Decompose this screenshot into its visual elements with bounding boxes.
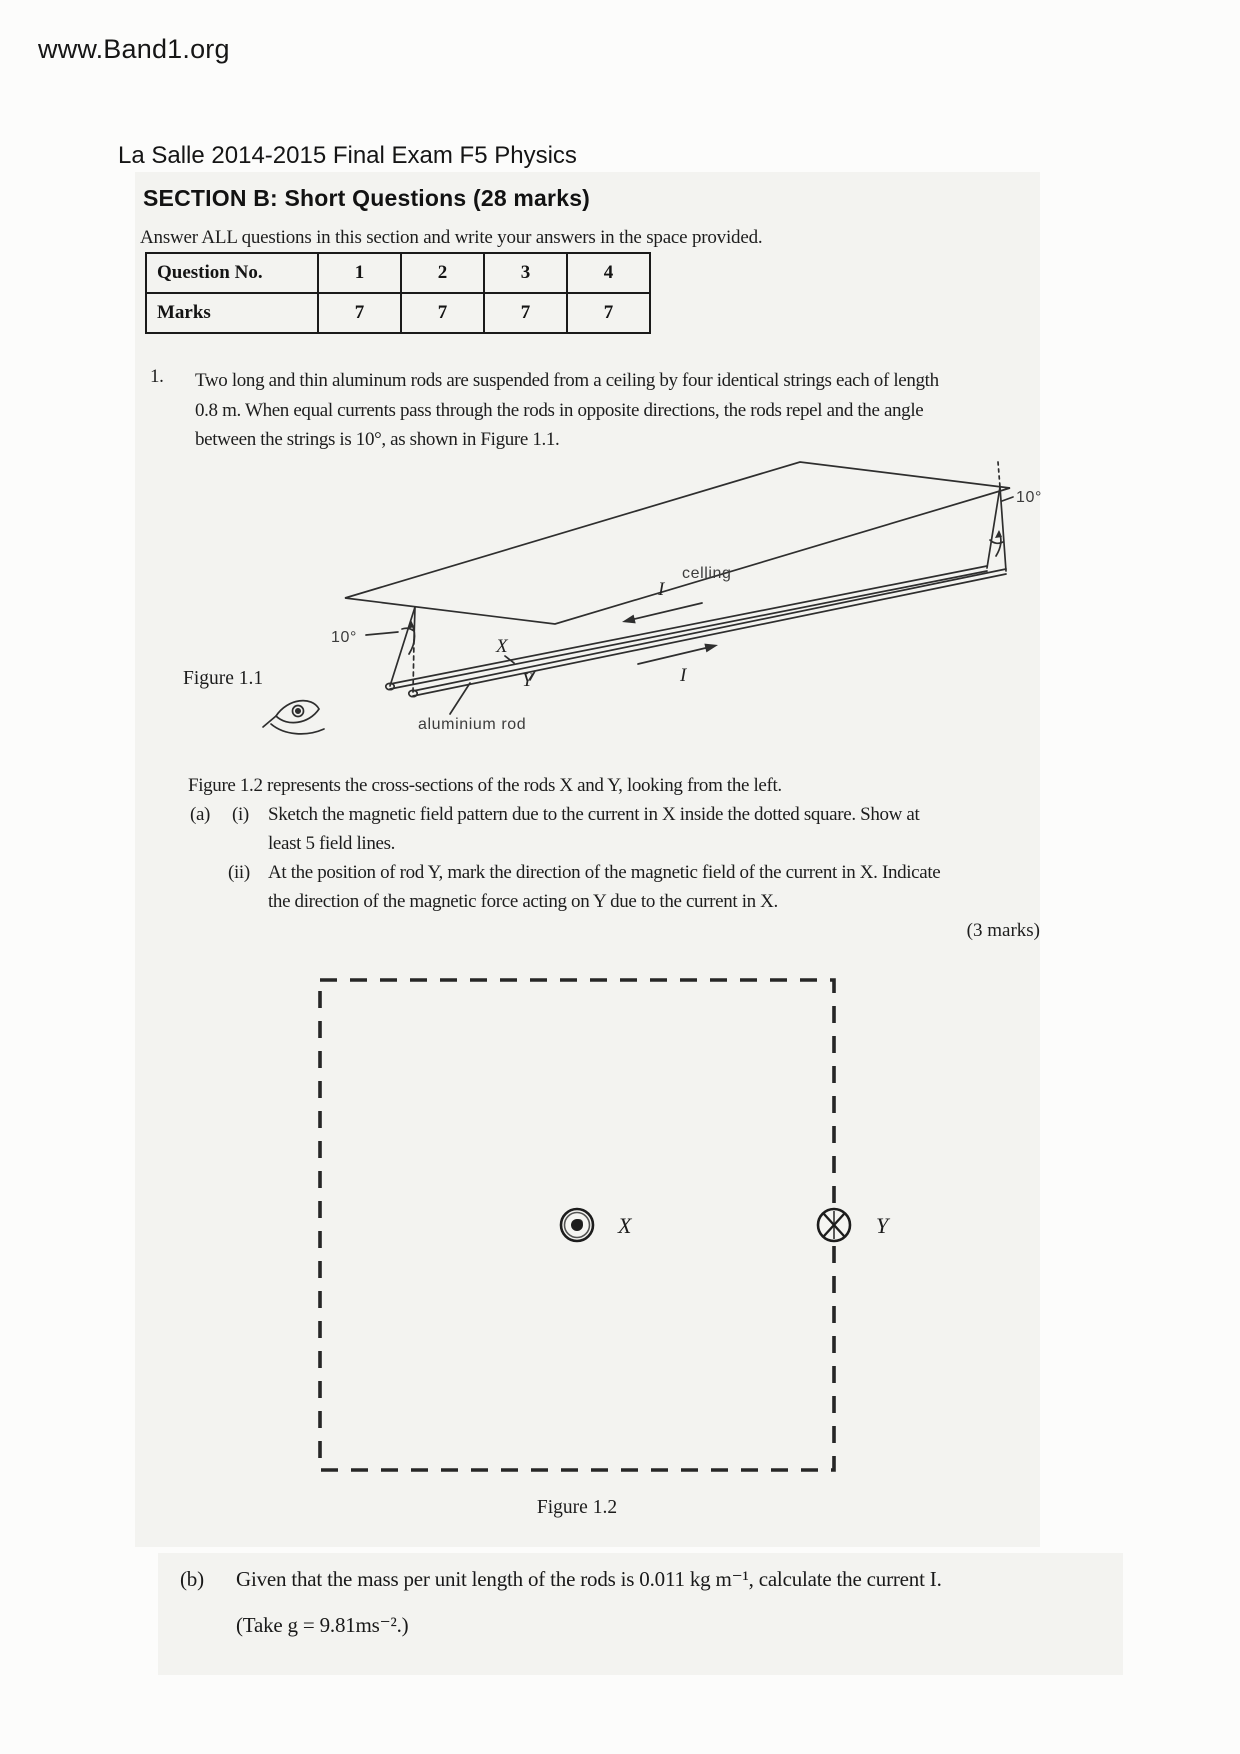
figure-1-2-drawing [280, 950, 940, 1510]
question-number-cell: 1 [318, 253, 401, 293]
part-a-i-label: (i) [232, 804, 249, 825]
rod-x-label: X [496, 636, 508, 657]
figure-1-1-drawing [140, 430, 1060, 750]
part-a-label: (a) [190, 804, 211, 825]
part-a-marks: (3 marks) [966, 920, 1040, 941]
ceiling-label: celling [682, 565, 732, 582]
figure-1-1-caption: Figure 1.1 [183, 668, 264, 689]
string-right-hidden [998, 462, 1000, 487]
part-b-text: Given that the mass per unit length of the rods is 0.011 kg m⁻¹, calculate the current I. [236, 1567, 942, 1591]
marks-cell: 7 [484, 293, 567, 333]
part-a-intro: Figure 1.2 represents the cross-sections of the rods X and Y, looking from the left. [188, 775, 782, 796]
part-b-label: (b) [180, 1567, 204, 1591]
part-a-i-text: Sketch the magnetic field pattern due to the current in X inside the dotted square. Show at [268, 804, 920, 825]
eye-icon [263, 701, 324, 734]
current-label-lower: I [680, 665, 687, 686]
marks-cell: 7 [567, 293, 650, 333]
rod-y [413, 569, 1006, 691]
string-left-front [390, 607, 415, 686]
current-into-page-icon [818, 1209, 850, 1241]
table-row-questions [146, 253, 650, 293]
part-a-ii-text: the direction of the magnetic force acting on Y due to the current in X. [268, 891, 778, 912]
marks-table [145, 252, 651, 334]
angle-label-left: 10° [331, 629, 357, 646]
question-1-number: 1. [150, 366, 164, 387]
current-out-of-page-icon [561, 1209, 593, 1241]
part-a-ii-text: At the position of rod Y, mark the direction of the magnetic field of the current in X. Indicate [268, 862, 941, 883]
question-no-header: Question No. [146, 253, 318, 293]
question-number-cell: 3 [484, 253, 567, 293]
table-row-marks [146, 293, 650, 333]
part-a-ii-label: (ii) [228, 862, 250, 883]
angle-arrowhead-right [995, 530, 1002, 538]
marks-row-header: Marks [146, 293, 318, 333]
question-1-line: between the strings is 10°, as shown in Figure 1.1. [195, 429, 560, 450]
angle-leader-left [366, 632, 398, 635]
site-watermark: www.Band1.org [38, 34, 230, 64]
current-label-upper: I [658, 579, 665, 600]
marks-cell: 7 [401, 293, 484, 333]
cross-section-x-label: X [618, 1213, 632, 1238]
current-arrow-upper [626, 603, 702, 621]
marks-cell: 7 [318, 293, 401, 333]
question-1-line: Two long and thin aluminum rods are suspended from a ceiling by four identical strings each of length [195, 370, 939, 391]
section-heading: SECTION B: Short Questions (28 marks) [143, 185, 591, 211]
figure-1-2-caption: Figure 1.2 [536, 1497, 618, 1518]
current-arrow-lower [638, 646, 714, 664]
current-arrowhead-lower [704, 644, 718, 653]
rod-label: aluminium rod [418, 716, 527, 733]
question-number-cell: 4 [567, 253, 650, 293]
rod-y [413, 574, 1006, 696]
part-b-text: (Take g = 9.81ms⁻².) [236, 1613, 409, 1637]
angle-leader-right [1002, 497, 1013, 501]
rod-y-label: Y [522, 670, 533, 691]
rod-x [390, 571, 987, 689]
part-a-i-text: least 5 field lines. [268, 833, 396, 854]
section-instruction: Answer ALL questions in this section and write your answers in the space provided. [140, 227, 763, 248]
string-right-front [987, 487, 1000, 568]
ceiling-outline [345, 462, 1010, 624]
question-number-cell: 2 [401, 253, 484, 293]
cross-section-y-label: Y [876, 1213, 889, 1238]
question-1-line: 0.8 m. When equal currents pass through the rods in opposite directions, the rods repel and the angle [195, 399, 924, 421]
page-title: La Salle 2014-2015 Final Exam F5 Physics [118, 142, 577, 169]
angle-label-right: 10° [1016, 489, 1042, 506]
current-arrowhead-upper [622, 615, 636, 624]
